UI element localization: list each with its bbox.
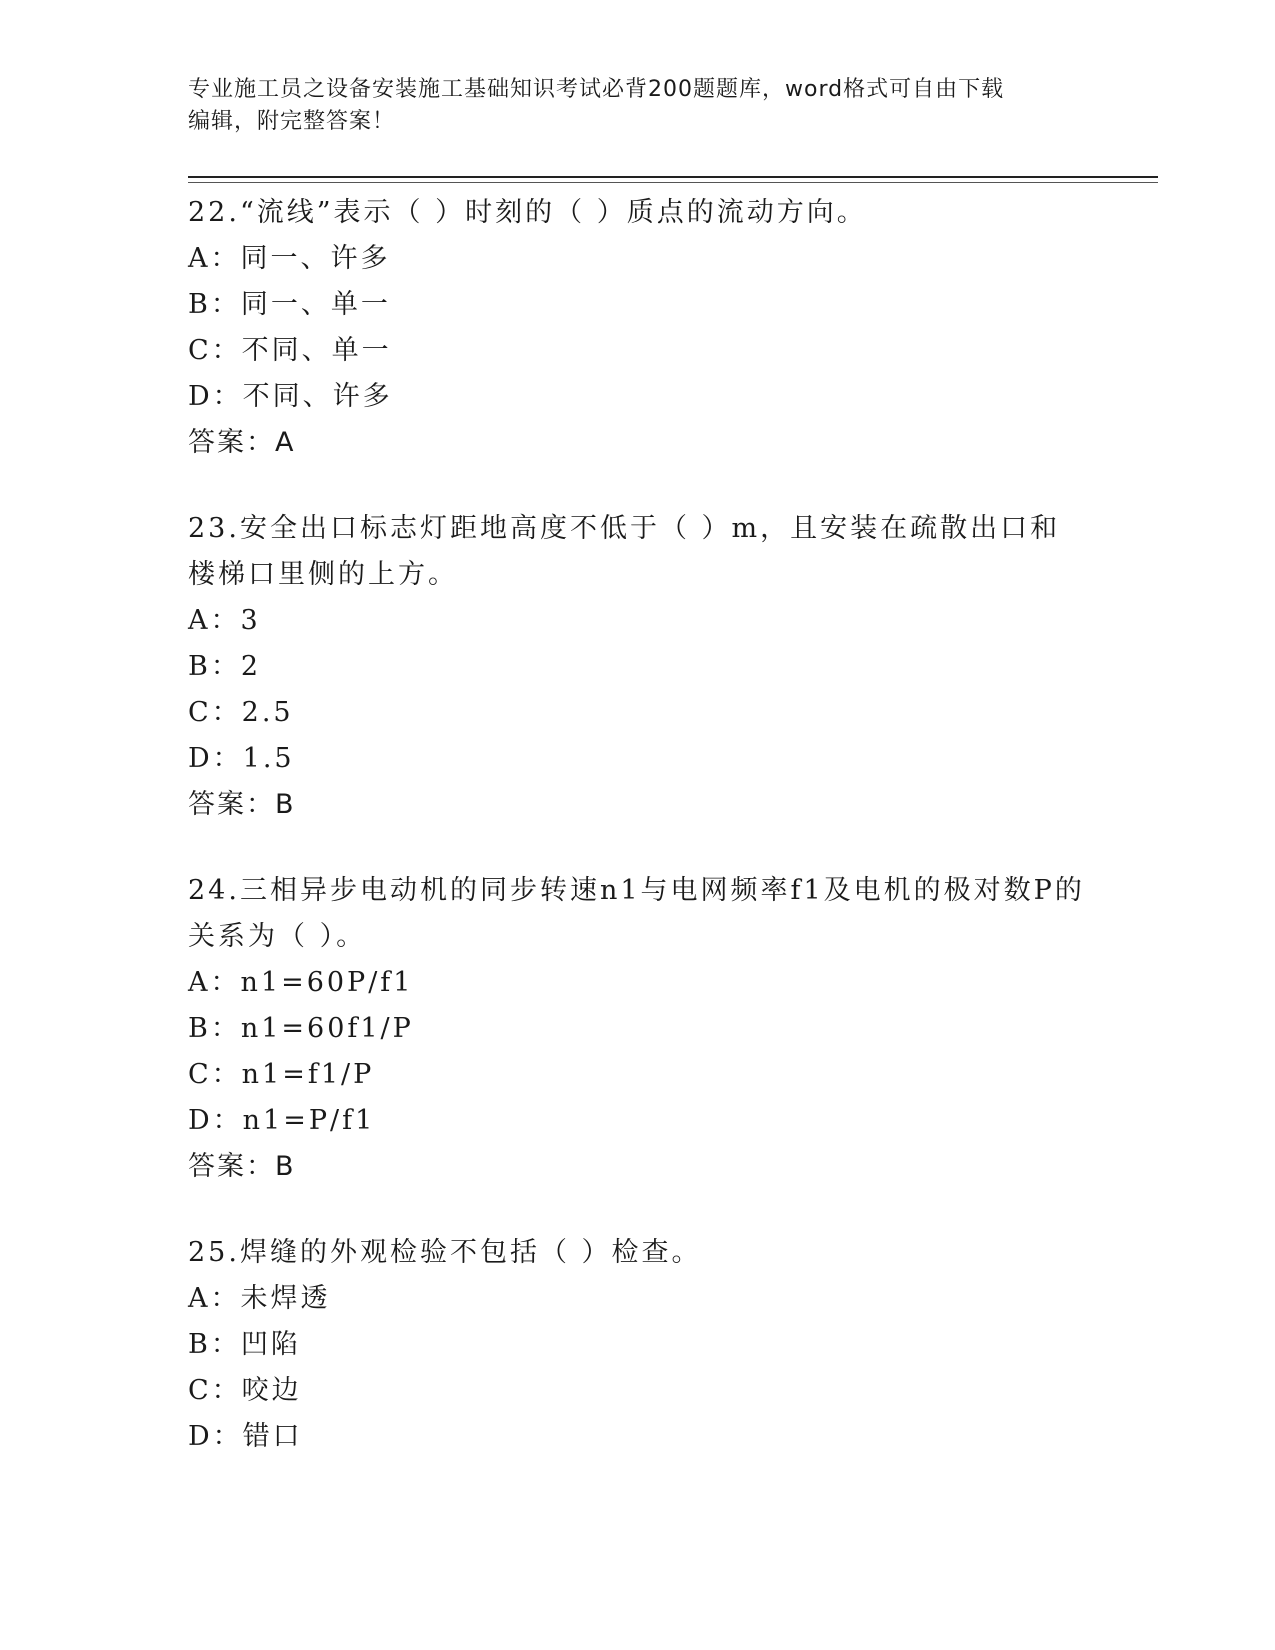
- option-a: A：n1=60P/f1: [188, 967, 414, 998]
- option-d: D：1.5: [188, 743, 295, 774]
- option-a: A：3: [188, 605, 261, 636]
- question-stem: 23.安全出口标志灯距地高度不低于（ ）m，且安装在疏散出口和楼梯口里侧的上方。: [188, 513, 1061, 590]
- question-24: [188, 868, 1088, 1190]
- question-22: [188, 190, 1088, 466]
- answer: 答案：A: [188, 427, 296, 458]
- option-c: C：2.5: [188, 697, 294, 728]
- option-b: B：2: [188, 651, 262, 682]
- option-b: B：凹陷: [188, 1329, 301, 1360]
- answer: 答案：B: [188, 789, 296, 820]
- question-list: [188, 190, 1088, 1460]
- header-divider: [188, 176, 1158, 178]
- question-stem: 25.焊缝的外观检验不包括（ ）检查。: [188, 1237, 702, 1268]
- header-line-2: 编辑，附完整答案！: [188, 109, 396, 134]
- header-divider-thin: [188, 182, 1158, 183]
- option-a: A：未焊透: [188, 1283, 331, 1314]
- option-b: B：同一、单一: [188, 289, 391, 320]
- header-line-1: 专业施工员之设备安装施工基础知识考试必背200题题库，word格式可自由下载: [188, 77, 1005, 102]
- option-d: D：错口: [188, 1421, 303, 1452]
- option-d: D：n1=P/f1: [188, 1105, 376, 1136]
- option-c: C：咬边: [188, 1375, 302, 1406]
- option-c: C：n1=f1/P: [188, 1059, 375, 1090]
- option-c: C：不同、单一: [188, 335, 392, 366]
- question-25: [188, 1230, 1088, 1460]
- option-d: D：不同、许多: [188, 381, 393, 412]
- question-stem: 24.三相异步电动机的同步转速n1与电网频率f1及电机的极对数P的关系为（ ）。: [188, 875, 1085, 952]
- option-a: A：同一、许多: [188, 243, 391, 274]
- question-23: [188, 506, 1088, 828]
- answer: 答案：B: [188, 1151, 296, 1182]
- question-stem: 22.“流线”表示（ ）时刻的（ ）质点的流动方向。: [188, 197, 867, 228]
- option-b: B：n1=60f1/P: [188, 1013, 414, 1044]
- document-header: [188, 74, 1088, 138]
